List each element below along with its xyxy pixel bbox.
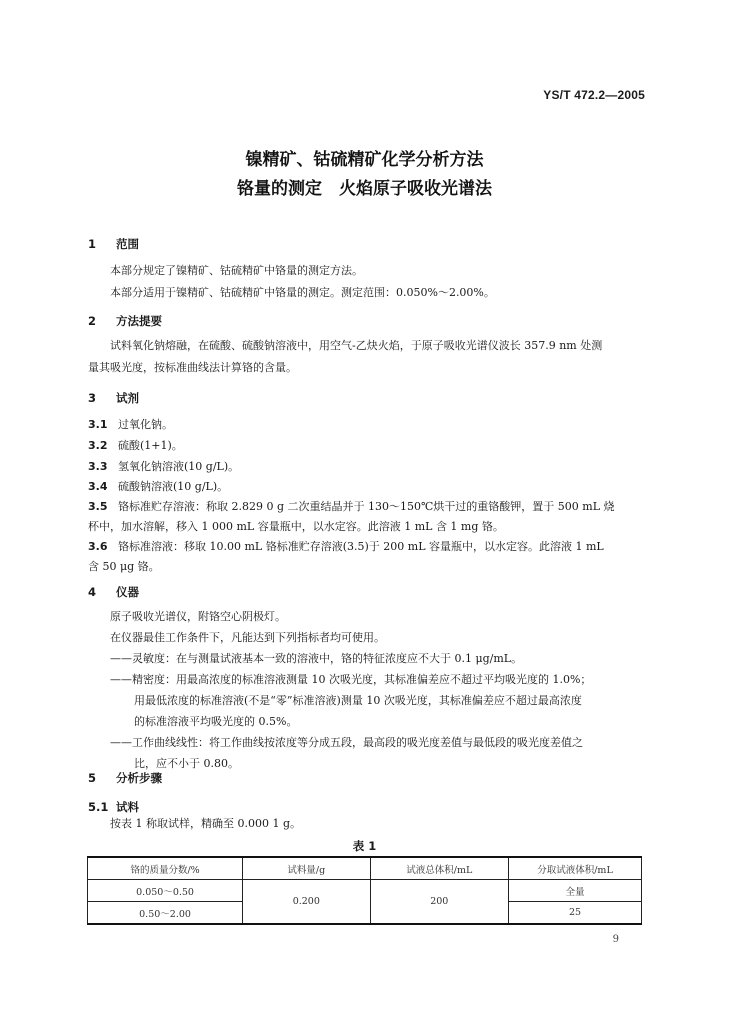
section-number: 1	[88, 237, 97, 251]
item-number: 3.3	[88, 460, 108, 473]
cell-sample-mass: 0.200	[243, 880, 370, 925]
item-number: 3.4	[88, 480, 108, 493]
reagent-3-5	[88, 498, 615, 514]
item-number: 3.5	[88, 500, 108, 513]
section-1-heading	[88, 236, 139, 252]
section-5-heading	[88, 770, 162, 786]
section-4-line-1: 原子吸收光谱仪，附铬空心阴极灯。	[110, 610, 286, 623]
item-text: 硫酸钠溶液(10 g/L)。	[118, 480, 229, 493]
cell-aliquot-volume: 25	[509, 902, 642, 925]
item-number: 3.1	[88, 418, 108, 431]
document-title-line-2: 铬量的测定 火焰原子吸收光谱法	[237, 179, 492, 199]
table-header-row	[88, 857, 642, 880]
section-4-line-8: 比，应不小于 0.80。	[134, 757, 239, 770]
item-number: 3.6	[88, 540, 108, 553]
section-4-line-5: 用最低浓度的标准溶液(不是“零”标准溶液)测量 10 次吸光度，其标准偏差应不超过最高浓度	[134, 694, 582, 707]
reagent-3-2	[88, 437, 183, 453]
section-title: 范围	[116, 237, 139, 251]
subsection-title: 试料	[116, 800, 139, 814]
table-row	[88, 880, 642, 902]
section-4-line-7: ——工作曲线线性：将工作曲线按浓度等分成五段，最高段的吸光度差值与最低段的吸光度差值之	[110, 736, 583, 749]
section-4-line-3: ——灵敏度：在与测量试液基本一致的溶液中，铬的特征浓度应不大于 0.1 μg/mL。	[110, 652, 523, 665]
section-title: 仪器	[116, 585, 139, 599]
reagent-3-4	[88, 478, 228, 494]
standard-code: YS/T 472.2—2005	[543, 88, 645, 102]
section-number: 4	[88, 585, 97, 599]
reagent-3-6	[88, 538, 604, 554]
header-total-volume: 试液总体积/mL	[370, 857, 509, 880]
cell-mass-fraction: 0.050～0.50	[88, 880, 243, 902]
section-2-heading	[88, 313, 162, 329]
section-number: 5	[88, 771, 97, 785]
item-text: 铬标准贮存溶液：称取 2.829 0 g 二次重结晶并于 130～150℃烘干过的重铬酸钾，置于 500 mL 烧	[118, 500, 615, 513]
reagent-3-5-continued: 杯中，加水溶解，移入 1 000 mL 容量瓶中，以水定容。此溶液 1 mL 含 1 mg 铬。	[88, 520, 504, 533]
item-text: 氢氧化钠溶液(10 g/L)。	[118, 460, 240, 473]
section-2-line-2: 量其吸光度，按标准曲线法计算铬的含量。	[88, 361, 297, 374]
section-2-line-1: 试料氧化钠熔融，在硫酸、硫酸钠溶液中，用空气-乙炔火焰，于原子吸收光谱仪波长 357.9 nm 处测	[110, 339, 603, 352]
reagent-3-1	[88, 416, 173, 432]
section-4-line-6: 的标准溶液平均吸光度的 0.5%。	[134, 715, 298, 728]
section-1-paragraph-1: 本部分规定了镍精矿、钴硫精矿中铬量的测定方法。	[110, 264, 363, 277]
subsection-5-1-text: 按表 1 称取试样，精确至 0.000 1 g。	[110, 817, 302, 830]
header-aliquot-volume: 分取试液体积/mL	[509, 857, 642, 880]
section-4-line-2: 在仪器最佳工作条件下，凡能达到下列指标者均可使用。	[110, 631, 385, 644]
section-number: 3	[88, 391, 97, 405]
subsection-number: 5.1	[88, 800, 109, 814]
section-4-heading	[88, 584, 139, 600]
section-title: 试剂	[116, 391, 139, 405]
page-number: 9	[612, 934, 619, 945]
section-title: 分析步骤	[116, 771, 162, 785]
section-1-paragraph-2: 本部分适用于镍精矿、钴硫精矿中铬量的测定。测定范围：0.050%～2.00%。	[110, 286, 495, 299]
sample-mass-table	[87, 856, 642, 925]
item-text: 铬标准溶液：移取 10.00 mL 铬标准贮存溶液(3.5)于 200 mL 容量瓶中，以水定容。此溶液 1 mL	[118, 540, 604, 553]
reagent-3-6-continued: 含 50 μg 铬。	[88, 560, 160, 573]
item-text: 过氧化钠。	[118, 418, 173, 431]
header-chromium-mass-fraction: 铬的质量分数/%	[88, 857, 243, 880]
header-sample-mass: 试料量/g	[243, 857, 370, 880]
document-title-line-1: 镍精矿、钴硫精矿化学分析方法	[245, 150, 484, 170]
item-number: 3.2	[88, 439, 108, 452]
cell-total-volume: 200	[370, 880, 509, 925]
table-caption: 表 1	[352, 839, 377, 853]
cell-mass-fraction: 0.50～2.00	[88, 902, 243, 925]
reagent-3-3	[88, 458, 239, 474]
section-3-heading	[88, 390, 139, 406]
section-4-line-4: ——精密度：用最高浓度的标准溶液测量 10 次吸光度，其标准偏差应不超过平均吸光度的 1.0%；	[110, 673, 592, 686]
item-text: 硫酸(1+1)。	[118, 439, 183, 452]
section-title: 方法提要	[116, 314, 162, 328]
section-number: 2	[88, 314, 97, 328]
cell-aliquot-volume: 全量	[509, 880, 642, 902]
